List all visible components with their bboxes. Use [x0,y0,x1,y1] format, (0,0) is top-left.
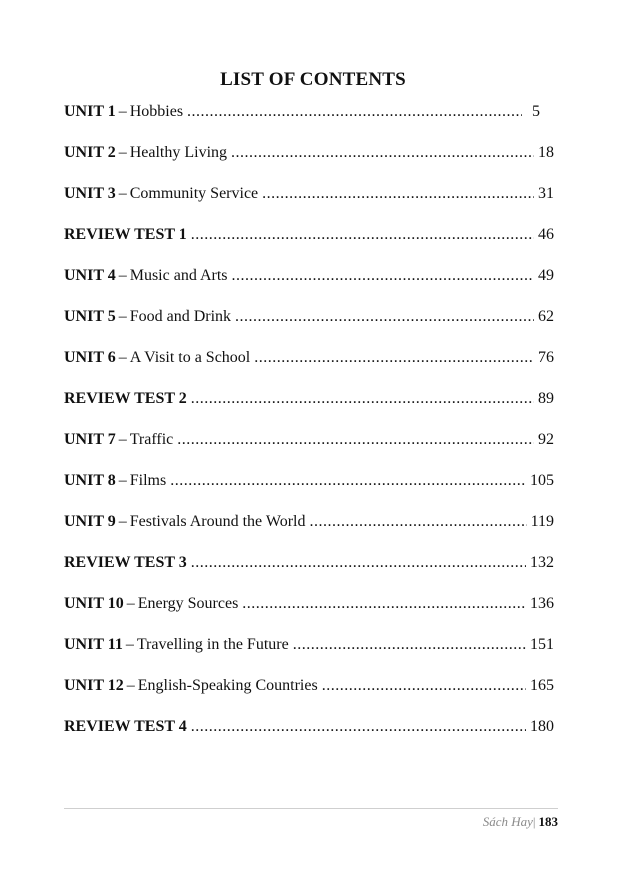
toc-entry-unit-10[interactable] [64,595,554,636]
toc-label [64,636,289,654]
toc-label [64,103,183,121]
toc-page-number: 18 [538,144,554,161]
toc-dot-leader [191,390,534,408]
toc-entry-unit-7[interactable] [64,431,554,472]
toc-separator: – [118,144,127,161]
toc-entry-review-test-2[interactable] [64,390,554,431]
toc-label [64,185,258,203]
toc-unit-number: UNIT 3 [64,185,116,202]
toc-entry-unit-1[interactable] [64,103,554,144]
toc-unit-number: UNIT 9 [64,513,116,530]
toc-page-number: 119 [530,513,554,530]
toc-entry-unit-9[interactable] [64,513,554,554]
toc-entry-review-test-1[interactable] [64,226,554,267]
toc-dot-leader [170,472,526,490]
toc-unit-name: Hobbies [129,103,184,120]
toc-unit-name: Traffic [129,431,174,448]
toc-unit-number: UNIT 10 [64,595,124,612]
toc-entry-unit-3[interactable] [64,185,554,226]
toc-page-number: 151 [530,636,554,653]
toc-entry-unit-5[interactable] [64,308,554,349]
toc-separator: – [118,472,127,489]
toc-label [64,349,250,367]
toc-dot-leader [191,554,526,572]
toc-unit-name: Community Service [129,185,259,202]
toc-dot-leader [254,349,534,367]
toc-dot-leader [231,144,534,162]
toc-entry-unit-6[interactable] [64,349,554,390]
toc-page-number: 62 [538,308,554,325]
footer-separator: | [532,814,536,829]
toc-label: REVIEW TEST 2 [64,390,187,407]
toc-page-number: 105 [530,472,554,489]
toc-separator: – [118,349,127,366]
toc-unit-number: UNIT 8 [64,472,116,489]
toc-separator: – [126,677,135,694]
footer-divider [64,808,558,809]
toc-unit-number: UNIT 11 [64,636,123,653]
toc-dot-leader [309,513,526,531]
toc-separator: – [125,636,134,653]
toc-unit-number: UNIT 6 [64,349,116,366]
toc-label: REVIEW TEST 3 [64,554,187,571]
toc-page-number: 89 [538,390,554,407]
toc-page-number: 165 [530,677,554,694]
toc-entry-unit-12[interactable] [64,677,554,718]
toc-separator: – [118,431,127,448]
toc-entry-review-test-3[interactable] [64,554,554,595]
toc-separator: – [118,267,127,284]
toc-label: REVIEW TEST 4 [64,718,187,735]
toc-page-number: 46 [538,226,554,243]
toc-entry-unit-8[interactable] [64,472,554,513]
toc-separator: – [126,595,135,612]
toc-page-number: 132 [530,554,554,571]
toc-unit-name: Energy Sources [137,595,239,612]
toc-unit-name: Healthy Living [129,144,228,161]
toc-unit-name: Music and Arts [129,267,228,284]
toc-entry-review-test-4[interactable] [64,718,554,759]
toc-label [64,513,305,531]
toc-unit-number: UNIT 1 [64,103,116,120]
toc-dot-leader [235,308,534,326]
toc-unit-number: UNIT 12 [64,677,124,694]
toc-page-number: 5 [532,103,540,120]
page-title: LIST OF CONTENTS [220,68,406,90]
toc-label [64,677,318,695]
toc-dot-leader [232,267,535,285]
toc-dot-leader [187,103,522,121]
toc-separator: – [118,185,127,202]
toc-unit-name: Food and Drink [129,308,232,325]
toc-separator: – [118,308,127,325]
toc-separator: – [118,513,127,530]
toc-dot-leader [177,431,534,449]
toc-unit-number: UNIT 7 [64,431,116,448]
toc-unit-number: UNIT 2 [64,144,116,161]
footer-page-number: 183 [538,814,558,829]
toc-label [64,595,238,613]
toc-unit-name: Festivals Around the World [129,513,306,530]
toc-page-number: 31 [538,185,554,202]
toc-label [64,472,166,490]
page-footer [483,814,558,830]
toc-unit-number: UNIT 4 [64,267,116,284]
toc-dot-leader [242,595,526,613]
toc-dot-leader [262,185,534,203]
toc-unit-name: Films [129,472,167,489]
toc-label [64,144,227,162]
toc-entry-unit-11[interactable] [64,636,554,677]
toc-dot-leader [322,677,526,695]
toc-label: REVIEW TEST 1 [64,226,187,243]
toc-dot-leader [191,718,526,736]
toc-separator: – [118,103,127,120]
toc-unit-name: English-Speaking Countries [137,677,318,694]
footer-brand: Sách Hay [482,814,533,829]
toc-page-number: 136 [530,595,554,612]
toc-unit-name: Travelling in the Future [136,636,289,653]
toc-page-number: 180 [530,718,554,735]
toc-label [64,267,228,285]
toc-page-number: 49 [538,267,554,284]
table-of-contents [64,103,554,759]
toc-label [64,308,231,326]
toc-entry-unit-2[interactable] [64,144,554,185]
toc-page-number: 76 [538,349,554,366]
toc-label [64,431,173,449]
toc-dot-leader [293,636,526,654]
toc-page-number: 92 [538,431,554,448]
toc-dot-leader [191,226,534,244]
toc-entry-unit-4[interactable] [64,267,554,308]
toc-unit-number: UNIT 5 [64,308,116,325]
toc-unit-name: A Visit to a School [129,349,251,366]
